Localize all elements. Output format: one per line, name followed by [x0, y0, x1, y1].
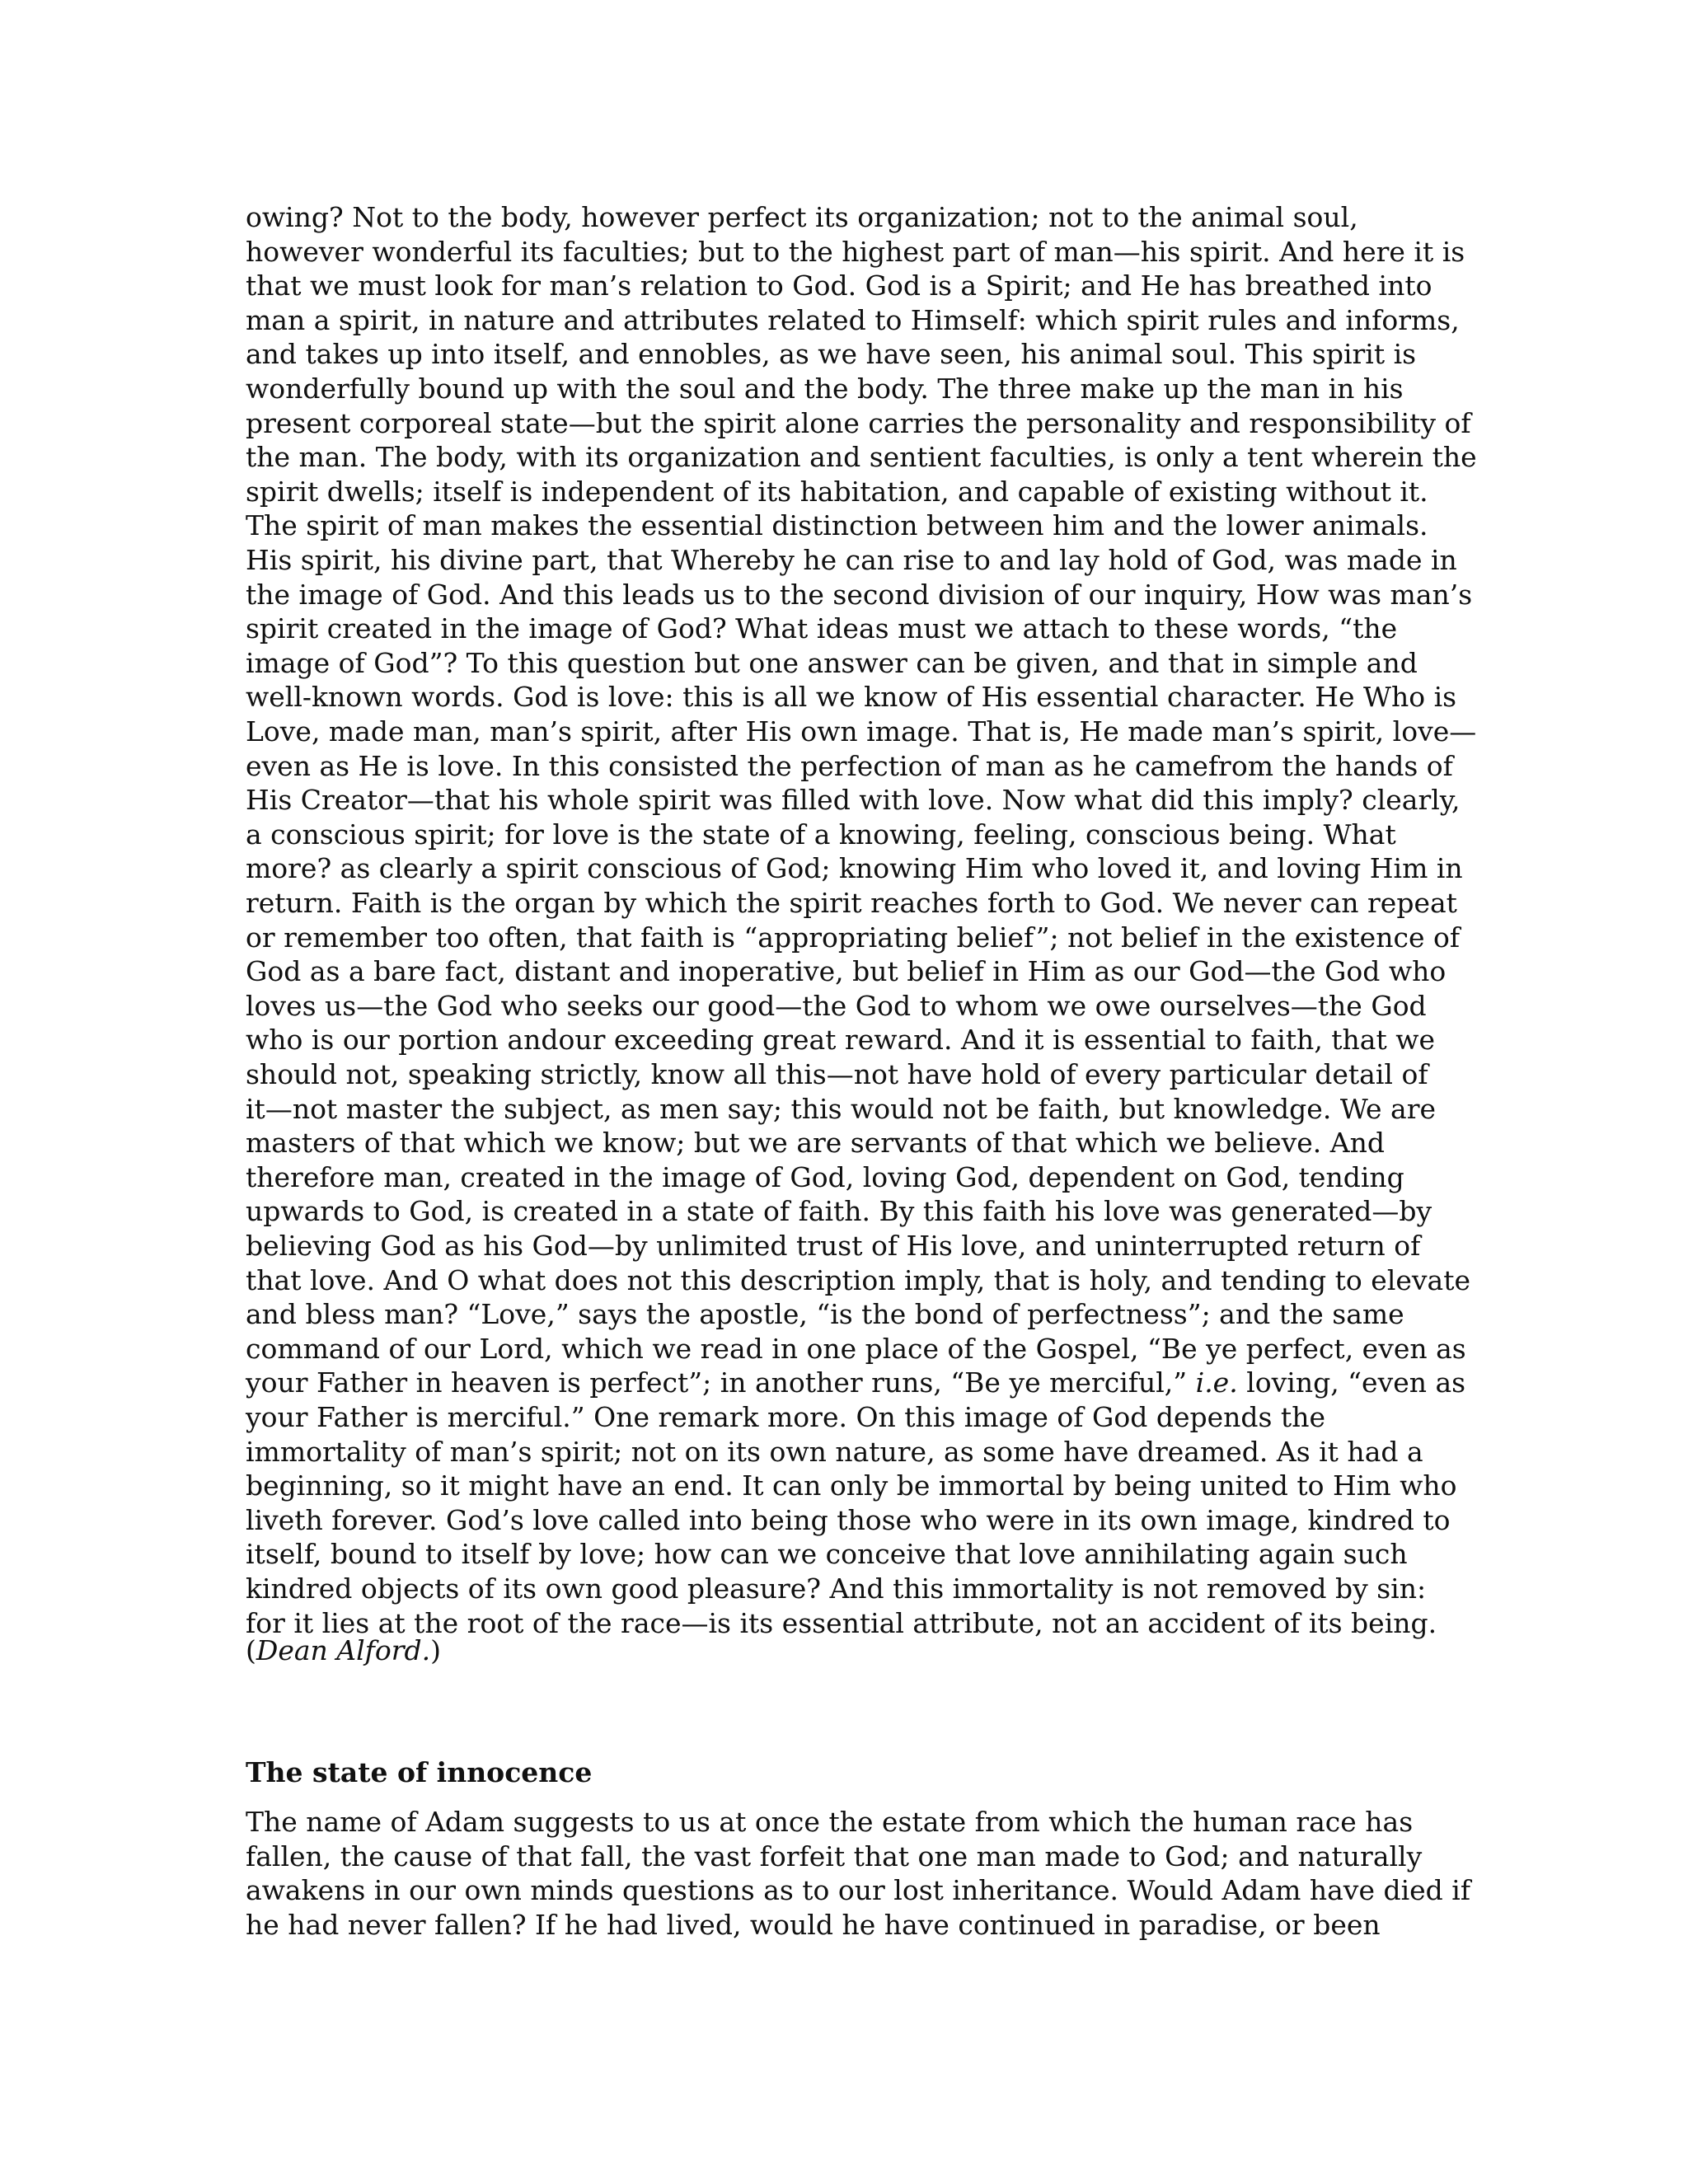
- body-text-line: [246, 886, 1457, 921]
- body-text-line: [246, 1400, 1325, 1435]
- body-text-line-content: command of our Lord, which we read in one place of the Gospel, “Be ye perfect, even as: [246, 1333, 1466, 1365]
- body-text-line: [246, 440, 1477, 475]
- body-text-line-content: your Father in heaven is perfect”; in another runs, “Be ye merciful,”: [246, 1366, 1188, 1399]
- body-text-line-content: or remember too often, that faith is “appropriating belief”; not belief in the existence of: [246, 921, 1461, 954]
- attribution-open-paren: (: [246, 1634, 256, 1666]
- body-text-line-content: that love. And O what does not this description imply, that is holy, and tending to elevate: [246, 1264, 1471, 1296]
- body-text-line-content: your Father is merciful.” One remark more. On this image of God depends the: [246, 1401, 1325, 1433]
- body-text-line-content: it—not master the subject, as men say; this would not be faith, but knowledge. We are: [246, 1093, 1437, 1125]
- body-text-line-content: immortality of man’s spirit; not on its own nature, as some have dreamed. As it had a: [246, 1436, 1423, 1468]
- body-text-line: [246, 1194, 1432, 1229]
- body-text-line-content: and takes up into itself, and ennobles, as we have seen, his animal soul. This spirit is: [246, 338, 1417, 370]
- body-text-line-content: loves us—the God who seeks our good—the God to whom we owe ourselves—the God: [246, 990, 1427, 1022]
- body-text-line-content: therefore man, created in the image of God, loving God, dependent on God, tending: [246, 1161, 1404, 1193]
- body-text-line-content: who is our portion andour exceeding great reward. And it is essential to faith, that we: [246, 1024, 1436, 1056]
- body-text-line-content: beginning, so it might have an end. It can only be immortal by being united to Him who: [246, 1469, 1457, 1502]
- body-text-line-content: kindred objects of its own good pleasure? And this immortality is not removed by sin:: [246, 1572, 1427, 1605]
- body-text-line: [246, 783, 1461, 818]
- body-text-line: [246, 578, 1472, 612]
- body-text-line-content: masters of that which we know; but we are servants of that which we believe. And: [246, 1127, 1385, 1159]
- body-text-line: [246, 954, 1446, 989]
- body-text-line-content: spirit dwells; itself is independent of its habitation, and capable of existing without it.: [246, 476, 1428, 508]
- body-text-line: [246, 1297, 1404, 1332]
- body-text-line: [246, 1469, 1457, 1503]
- body-text-line: [246, 200, 1358, 235]
- body-text-line-content: The spirit of man makes the essential distinction between him and the lower animals.: [246, 509, 1428, 541]
- italic-abbreviation: i.e.: [1195, 1366, 1238, 1399]
- body-text-line: [246, 1092, 1436, 1127]
- body-text-line-content: man a spirit, in nature and attributes related to Himself: which spirit rules and informs,: [246, 304, 1460, 336]
- body-text-line: [246, 1366, 1465, 1400]
- body-text-line-content: Love, made man, man’s spirit, after His own image. That is, He made man’s spirit, love—: [246, 715, 1477, 748]
- body-text-line: [246, 543, 1457, 578]
- section-text-line: The name of Adam suggests to us at once the estate from which the human race has: [246, 1806, 1414, 1838]
- body-text-line: [246, 235, 1465, 269]
- body-text-line-content: wonderfully bound up with the soul and the body. The three make up the man in his: [246, 373, 1404, 405]
- body-text-line: [246, 1126, 1385, 1160]
- body-text-line: [246, 612, 1397, 646]
- body-text-line: [246, 372, 1404, 406]
- body-text-line-content: return. Faith is the organ by which the spirit reaches forth to God. We never can repeat: [246, 887, 1457, 919]
- body-text-line: [246, 1332, 1466, 1366]
- body-text-line: [246, 851, 1463, 886]
- attribution-close-paren: ): [430, 1634, 442, 1666]
- section-text-line: awakens in our own minds questions as to our lost inheritance. Would Adam have died if: [246, 1874, 1471, 1906]
- body-text-line-content: even as He is love. In this consisted the perfection of man as he camefrom the hands of: [246, 750, 1453, 782]
- body-text-line: [246, 989, 1427, 1024]
- section-text-line: he had never fallen? If he had lived, would he have continued in paradise, or been: [246, 1909, 1381, 1941]
- body-text-line: [246, 749, 1453, 784]
- body-text-line: [246, 1229, 1420, 1263]
- body-text-line-tail: loving, “even as: [1237, 1366, 1466, 1399]
- body-text-line: [246, 1537, 1408, 1572]
- body-text-line: [246, 1263, 1470, 1298]
- body-text-line: [246, 646, 1418, 681]
- body-text-line-content: His spirit, his divine part, that Whereby he can rise to and lay hold of God, was made in: [246, 544, 1457, 576]
- body-text-line: [246, 921, 1460, 955]
- body-text-line: [246, 1023, 1435, 1057]
- body-text-line-content: for it lies at the root of the race—is its essential attribute, not an accident of its being.: [246, 1607, 1437, 1639]
- attribution-line: [246, 1633, 441, 1668]
- body-text-line: [246, 1435, 1423, 1469]
- body-text-line: [246, 818, 1396, 852]
- body-text-line-content: that we must look for man’s relation to God. God is a Spirit; and He has breathed into: [246, 269, 1432, 302]
- body-text-line-content: upwards to God, is created in a state of faith. By this faith his love was generated—by: [246, 1195, 1432, 1227]
- body-text-line-content: spirit created in the image of God? What ideas must we attach to these words, “the: [246, 612, 1398, 644]
- body-text-line-content: however wonderful its faculties; but to the highest part of man—his spirit. And here it is: [246, 236, 1465, 268]
- section-text-line: fallen, the cause of that fall, the vast forfeit that one man made to God; and naturally: [246, 1840, 1423, 1872]
- body-text-line-content: His Creator—that his whole spirit was filled with love. Now what did this imply? clearly,: [246, 784, 1461, 816]
- body-text-line: [246, 1160, 1404, 1195]
- body-text-line: [246, 1503, 1451, 1538]
- body-text-line-content: and bless man? “Love,” says the apostle, “is the bond of perfectness”; and the same: [246, 1298, 1404, 1330]
- body-text-line-content: owing? Not to the body, however perfect its organization; not to the animal soul,: [246, 201, 1358, 233]
- body-text-line-content: believing God as his God—by unlimited trust of His love, and uninterrupted return of: [246, 1230, 1421, 1262]
- attribution-author: Dean Alford.: [256, 1634, 431, 1666]
- body-text-line-content: image of God”? To this question but one answer can be given, and that in simple and: [246, 647, 1418, 679]
- body-text-line: [246, 269, 1432, 303]
- body-text-line: [246, 680, 1456, 715]
- body-text-line: [246, 1572, 1426, 1606]
- body-text-line-content: more? as clearly a spirit conscious of God; knowing Him who loved it, and loving Him in: [246, 852, 1463, 884]
- body-text-line-content: the man. The body, with its organization and sentient faculties, is only a tent wherein the: [246, 441, 1477, 473]
- body-text-line-content: liveth forever. God’s love called into being those who were in its own image, kindred to: [246, 1504, 1451, 1536]
- body-text-line: [246, 475, 1428, 509]
- body-text-line-content: present corporeal state—but the spirit alone carries the personality and responsibility of: [246, 407, 1471, 439]
- body-text-line-content: itself, bound to itself by love; how can we conceive that love annihilating again such: [246, 1538, 1408, 1570]
- body-text-line: [246, 715, 1476, 749]
- body-text-line-content: God as a bare fact, distant and inoperative, but belief in Him as our God—the God who: [246, 955, 1447, 987]
- body-text-line-content: well-known words. God is love: this is all we know of His essential character. He Who is: [246, 681, 1457, 713]
- body-text-line-content: should not, speaking strictly, know all this—not have hold of every particular detail of: [246, 1058, 1428, 1090]
- body-text-line: [246, 303, 1460, 338]
- body-text-line-content: a conscious spirit; for love is the state of a knowing, feeling, conscious being. What: [246, 818, 1396, 851]
- body-text-line-content: the image of God. And this leads us to the second division of our inquiry, How was man’s: [246, 579, 1473, 611]
- body-text-line: [246, 406, 1471, 441]
- body-text-line: [246, 337, 1416, 372]
- section-heading: The state of innocence: [246, 1756, 593, 1788]
- body-text-line: [246, 1057, 1428, 1092]
- body-text-line: [246, 509, 1428, 543]
